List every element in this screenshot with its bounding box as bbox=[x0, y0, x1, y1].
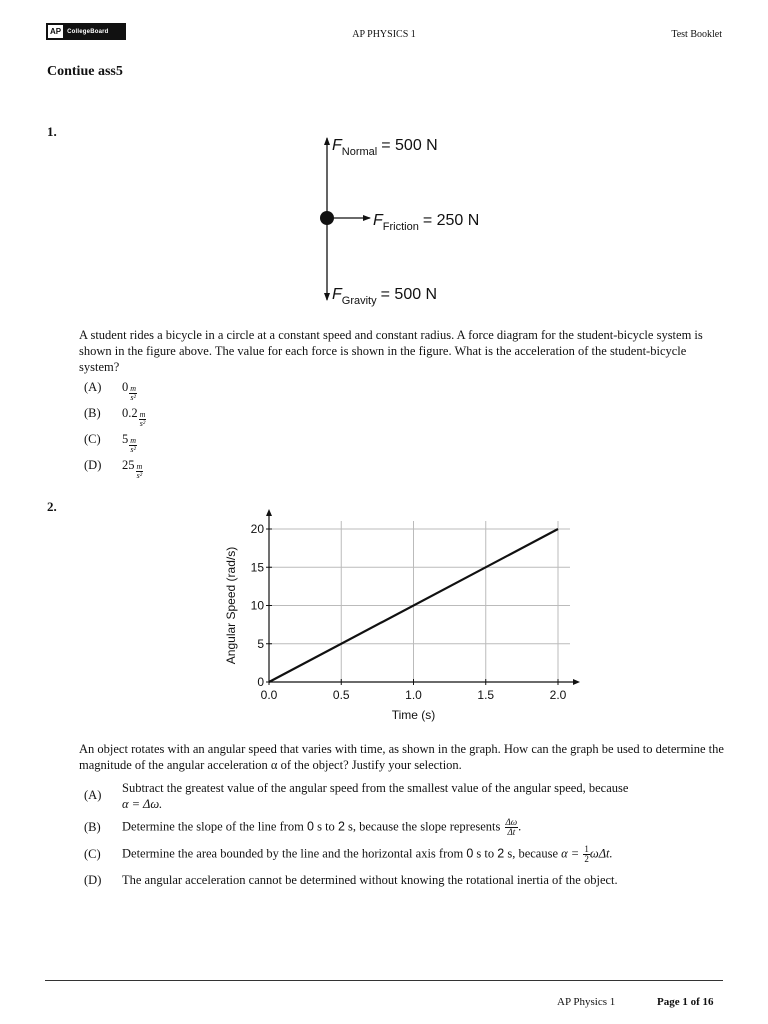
option-label: (D) bbox=[84, 458, 102, 472]
option-text: Determine the slope of the line from 0 s to 2 s, because the slope represents $\frac{\Delta\omega}{\Delta t}$ . bbox=[122, 817, 522, 837]
option-value: 5 bbox=[122, 432, 129, 446]
x-tick-label: 2.0 bbox=[549, 688, 567, 702]
question-1-number: 1. bbox=[47, 124, 57, 139]
option-d[interactable] bbox=[84, 458, 146, 484]
option-value: 0.2 bbox=[122, 406, 138, 420]
header-title: AP PHYSICS 1 bbox=[352, 29, 416, 40]
option-text: Determine the area bounded by the line and the horizontal axis from 0 s to 2 s, because α = $\frac{1}{2}$ ωΔt. bbox=[122, 844, 613, 864]
option-label: (B) bbox=[84, 406, 101, 420]
normal-force-label: $F_{Normal} = 500$ N bbox=[332, 137, 438, 158]
footer-course: AP Physics 1 bbox=[557, 996, 616, 1008]
y-tick-label: 20 bbox=[250, 522, 264, 536]
x-tick-label: 1.0 bbox=[405, 688, 422, 702]
x-axis-arrow bbox=[573, 679, 580, 685]
option-d[interactable] bbox=[84, 868, 724, 892]
footer-divider bbox=[45, 980, 723, 981]
gravity-force-label: $F_{Gravity} = 500$ N bbox=[332, 286, 438, 307]
angular-speed-chart bbox=[215, 505, 595, 730]
object-dot bbox=[320, 211, 334, 225]
x-axis-label: Time (s) bbox=[391, 708, 436, 722]
y-tick-label: 15 bbox=[250, 560, 264, 575]
option-value: 0 bbox=[122, 380, 129, 394]
option-c[interactable] bbox=[84, 432, 146, 458]
section-title: Contiue ass5 bbox=[47, 64, 123, 79]
y-tick-label: 10 bbox=[250, 598, 264, 613]
question-1-stem: A student rides a bicycle in a circle at a constant speed and constant radius. A force diagram for the student-bicycle system is shown in the figure above. The value for each force is shown in the figure. What is the acceleration of the student-bicycle system? bbox=[79, 328, 703, 374]
force-diagram bbox=[300, 128, 520, 308]
question-2-options bbox=[84, 780, 724, 892]
option-label: (A) bbox=[84, 380, 102, 394]
question-2-number: 2. bbox=[47, 499, 57, 514]
unit-fraction: $\frac{m}{\text{s²}}$ bbox=[130, 384, 137, 402]
unit-fraction: $\frac{m}{\text{s²}}$ bbox=[130, 436, 137, 454]
question-2-stem: An object rotates with an angular speed that varies with time, as shown in the graph. How can the graph be used to determine the magnitude of the angular acceleration α of the object? Justify your selection. bbox=[79, 742, 724, 772]
x-tick-label: 0.5 bbox=[332, 688, 350, 702]
option-fraction: $\frac{1}{2}$ bbox=[584, 844, 589, 864]
y-axis-arrow bbox=[266, 509, 272, 516]
option-label: (A) bbox=[84, 788, 102, 802]
option-label: (B) bbox=[84, 820, 101, 834]
option-text: The angular acceleration cannot be determined without knowing the rotational inertia of the object. bbox=[122, 872, 618, 887]
header-booklet-label: Test Booklet bbox=[671, 29, 722, 40]
option-label: (C) bbox=[84, 432, 101, 446]
option-equation: α = Δω. bbox=[122, 797, 163, 811]
question-1-options bbox=[84, 380, 146, 484]
option-a[interactable] bbox=[84, 380, 146, 406]
y-tick-label: 0 bbox=[257, 675, 264, 689]
y-tick-label: 5 bbox=[257, 636, 264, 651]
option-label: (C) bbox=[84, 847, 101, 861]
unit-fraction: $\frac{m}{\text{s²}}$ bbox=[139, 410, 146, 428]
page-number: Page 1 of 16 bbox=[657, 996, 714, 1008]
option-b[interactable] bbox=[84, 406, 146, 432]
option-text: Subtract the greatest value of the angular speed from the smallest value of the angular speed, because bbox=[122, 781, 629, 795]
option-value: 25 bbox=[122, 458, 135, 472]
friction-force-label: $F_{Friction} = 250$ N bbox=[373, 212, 480, 233]
unit-fraction: $\frac{m}{\text{s²}}$ bbox=[136, 462, 143, 480]
option-a[interactable] bbox=[84, 780, 724, 814]
option-label: (D) bbox=[84, 872, 102, 887]
option-c[interactable] bbox=[84, 841, 724, 868]
y-axis-label: Angular Speed (rad/s) bbox=[224, 546, 238, 665]
option-fraction: $\frac{\Delta\omega}{\Delta t}$ bbox=[505, 817, 518, 837]
logo-ap-text: AP bbox=[50, 27, 62, 36]
x-tick-label: 1.5 bbox=[477, 688, 495, 702]
option-b[interactable] bbox=[84, 814, 724, 841]
x-tick-label: 0.0 bbox=[260, 688, 278, 702]
logo-collegeboard-text: CollegeBoard bbox=[67, 28, 109, 35]
